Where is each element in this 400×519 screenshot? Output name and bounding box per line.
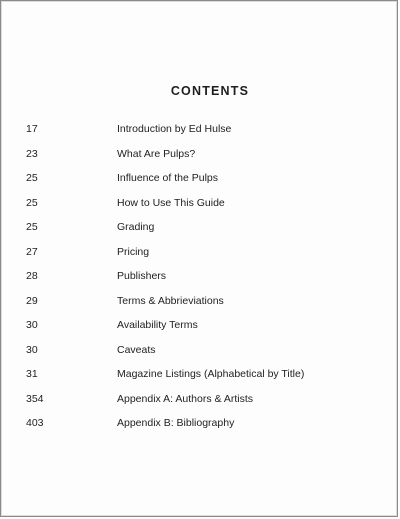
toc-entry bbox=[1, 197, 397, 222]
toc-entry-title: Influence of the Pulps bbox=[117, 172, 218, 184]
toc-entry-title: Pricing bbox=[117, 245, 150, 258]
toc-entry-title: Terms & Abbrieviations bbox=[117, 294, 224, 307]
toc-entry bbox=[1, 368, 397, 393]
toc-page-number: 25 bbox=[26, 172, 38, 184]
toc-entry bbox=[1, 123, 397, 148]
toc-page-number: 29 bbox=[26, 294, 38, 307]
contents-heading: CONTENTS bbox=[170, 84, 250, 98]
toc-page-number: 17 bbox=[26, 123, 38, 135]
toc-entry bbox=[1, 270, 397, 295]
toc-entry-title: What Are Pulps? bbox=[117, 147, 196, 160]
toc-entry-title: Introduction by Ed Hulse bbox=[117, 123, 232, 135]
toc-entry-title: Appendix A: Authors & Artists bbox=[117, 392, 253, 405]
toc-page-number: 31 bbox=[26, 368, 38, 380]
toc-page-number: 25 bbox=[26, 221, 38, 233]
table-of-contents bbox=[1, 123, 397, 442]
toc-entry bbox=[1, 393, 397, 418]
toc-entry-title: Appendix B: Bibliography bbox=[117, 417, 235, 429]
toc-entry bbox=[1, 295, 397, 320]
toc-entry-title: How to Use This Guide bbox=[117, 196, 225, 209]
toc-page-number: 28 bbox=[26, 270, 38, 282]
toc-entry bbox=[1, 344, 397, 369]
toc-entry-title: Availability Terms bbox=[117, 319, 198, 331]
toc-page-number: 23 bbox=[26, 147, 38, 160]
toc-entry-title: Caveats bbox=[117, 343, 156, 356]
toc-page-number: 25 bbox=[26, 196, 38, 209]
toc-entry-title: Grading bbox=[117, 221, 155, 233]
toc-entry bbox=[1, 221, 397, 246]
toc-entry bbox=[1, 246, 397, 271]
toc-page-number: 354 bbox=[26, 392, 44, 405]
toc-entry bbox=[1, 148, 397, 173]
toc-page-number: 30 bbox=[26, 319, 38, 331]
toc-entry-title: Publishers bbox=[117, 270, 167, 282]
toc-entry-title: Magazine Listings (Alphabetical by Title) bbox=[117, 368, 305, 380]
toc-entry bbox=[1, 319, 397, 344]
toc-entry bbox=[1, 417, 397, 442]
toc-page-number: 403 bbox=[26, 417, 44, 429]
toc-page-number: 27 bbox=[26, 245, 38, 258]
toc-entry bbox=[1, 172, 397, 197]
toc-page-number: 30 bbox=[26, 343, 38, 356]
